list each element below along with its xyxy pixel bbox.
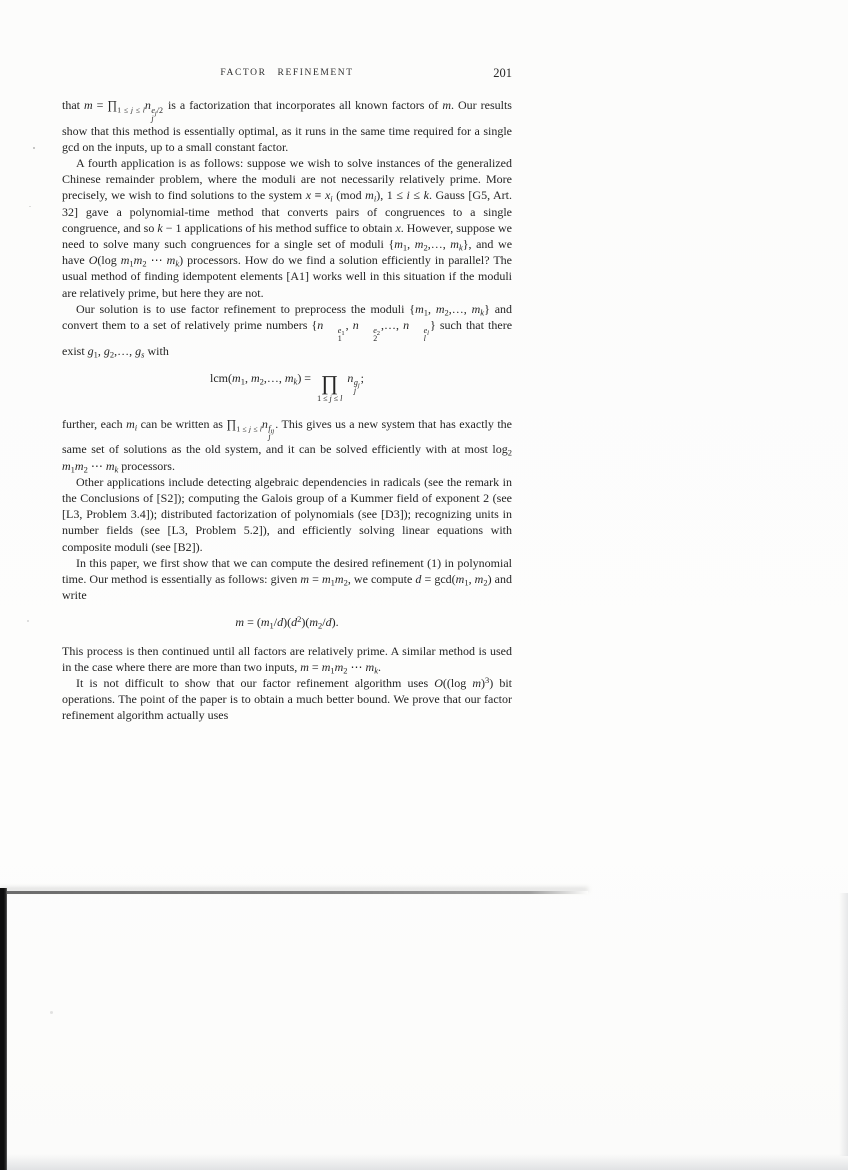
display-equation: $lcm(m_1$, $m_2,\dots$, $m_k$) = ∏ 1 ≤ j ≤ l n $g_j$ j ;: [210, 370, 364, 403]
paragraph: This process is then continued until all factors are relatively prime. A similar method is used in the case where there are more than two inputs, $m = m_1m_2$ ⋯ $m_k$.: [62, 643, 512, 676]
scan-speck: [29, 206, 31, 207]
scan-speck: [50, 1011, 53, 1014]
page-number: 201: [493, 66, 512, 80]
scan-speck: [27, 620, 29, 622]
paragraph: Our solution is to use factor refinement to preprocess the moduli {$m_1$, $m_2,\dots$, $m_k$} and convert them to a set of relatively prime numbers {n $e_1$ 1 , n $e_2$ 2 ,…, n $e_l$ l } such that there exist $g_1$, $g_2,\dots$, $g_s$ with: [62, 301, 513, 360]
scan-speck: [33, 147, 35, 149]
running-head: FACTOR REFINEMENT: [220, 68, 354, 78]
paragraph: A fourth application is as follows: suppose we wish to solve instances of the generalized Chinese remainder problem, where the moduli are not necessarily relatively prime. More precisely, we wish to find solutions to the system $x \equiv x_i$ (mod $m_i$), 1 ≤ i ≤ k. Gauss [G5, Art. 32] gave a polynomial-time method that converts pairs of congruences to a single congruence, and so k − 1 applications of his method suffice to obtain x. However, suppose we need to solve many such congruences for a single set of moduli {$m_1$, $m_2,\dots$, $m_k$}, and we have O(log $m_1m_2$ ⋯ $m_k$) processors. How do we find a solution efficiently in parallel? The usual method of finding idempotent elements [A1] works well in this situation if the moduli are relatively prime, but here they are not.: [62, 156, 513, 300]
scan-right-shadow: [839, 893, 848, 1156]
page-bottom-edge-line: [0, 891, 588, 894]
paragraph: In this paper, we first show that we can compute the desired refinement (1) in polynomial time. Our method is essentially as follows: given $m = m_1m_2$, we compute $d = \gcd(m_1$, $m_2$) and write: [62, 555, 513, 603]
paragraph: It is not difficult to show that our factor refinement algorithm uses O((log m)$^3$) bit operations. The point of the paper is to obtain a much better bound. We prove that our factor refinement algorithm actually uses: [62, 675, 513, 723]
scan-left-black-edge: [0, 888, 7, 1170]
scan-bottom-shadow: [7, 1154, 848, 1170]
display-equation: $m = (m_1/d)(d^2)(m_2/d)$.: [235, 614, 339, 631]
paragraph: further, each $m_i$ can be written as $\prod_{1 \le j \le l}n$ $f_{ij}$ j . This gives us a new system that has exactly the same set of solutions as the old system, and it can be solved efficiently with at most $\log_2 m_1m_2$ ⋯ $m_k$ processors.: [62, 416, 512, 475]
paragraph: Other applications include detecting algebraic dependencies in radicals (see the remark in the Conclusions of [S2]); computing the Galois group of a Kummer field of exponent 2 (see [L3, Problem 3.4]); distributed factorization of polynomials (see [D3]); recognizing units in number fields (see [L3, Problem 5.2]), and efficiently solving linear equations with composite moduli (see [B2]).: [62, 474, 512, 554]
paragraph: that $m = \prod_{1 \le j \le l}n$ $e_j/2$ j is a factorization that incorporates all known factors of m. Our results show that this method is essentially optimal, as it runs in the same time required for a single gcd on the inputs, up to a small constant factor.: [62, 98, 512, 154]
page-header: [62, 66, 512, 82]
page-body: [62, 97, 512, 724]
